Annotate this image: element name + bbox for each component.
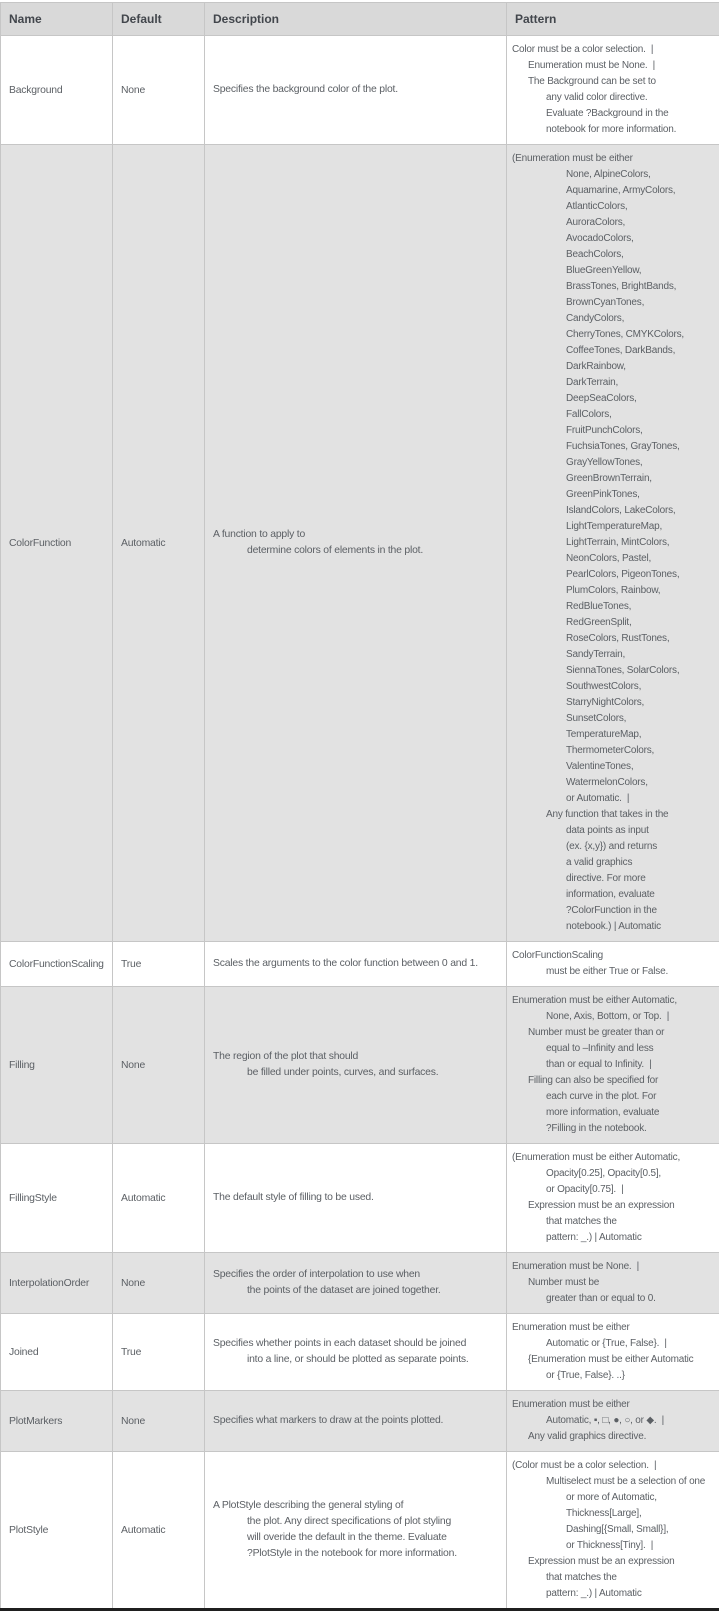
text-line: Enumeration must be either [512,1320,716,1336]
table-row [1,1391,719,1452]
text-line: or more of Automatic, [512,1490,716,1506]
text-line: SouthwestColors, [512,679,716,695]
cell-name: PlotMarkers [1,1391,113,1452]
text-line: ?PlotStyle in the notebook for more information. [213,1546,501,1562]
text-line: ?Filling in the notebook. [512,1121,716,1137]
text-line: Expression must be an expression [512,1554,716,1570]
text-line: RoseColors, RustTones, [512,631,716,647]
text-line: determine colors of elements in the plot. [213,543,501,559]
cell-default: Automatic [113,1452,205,1610]
text-line: the plot. Any direct specifications of plot styling [213,1514,501,1530]
text-line: BeachColors, [512,247,716,263]
text-line: Expression must be an expression [512,1198,716,1214]
table-row [1,942,719,987]
text-line: each curve in the plot. For [512,1089,716,1105]
text-line: DarkTerrain, [512,375,716,391]
text-line: Dashing[{Small, Small}], [512,1522,716,1538]
cell-name: Joined [1,1314,113,1391]
cell-default: Automatic [113,1144,205,1253]
text-line: that matches the [512,1214,716,1230]
text-line: ColorFunctionScaling [512,948,716,964]
text-line: IslandColors, LakeColors, [512,503,716,519]
text-line: NeonColors, Pastel, [512,551,716,567]
text-line: notebook.) | Automatic [512,919,716,935]
table-row [1,1314,719,1391]
text-line: Filling can also be specified for [512,1073,716,1089]
text-line: notebook for more information. [512,122,716,138]
cell-name: ColorFunctionScaling [1,942,113,987]
cell-pattern [507,942,719,987]
text-line: Color must be a color selection. | [512,42,716,58]
cell-description [205,1314,507,1391]
cell-description [205,1452,507,1610]
cell-description [205,1144,507,1253]
text-line: A PlotStyle describing the general styling of [213,1498,501,1514]
cell-default: None [113,987,205,1144]
text-line: DeepSeaColors, [512,391,716,407]
text-line: Enumeration must be either Automatic, [512,993,716,1009]
text-line: StarryNightColors, [512,695,716,711]
text-line: Thickness[Large], [512,1506,716,1522]
text-line: or {True, False}. ..} [512,1368,716,1384]
text-line: The region of the plot that should [213,1049,501,1065]
text-line: (Color must be a color selection. | [512,1458,716,1474]
text-line: or Opacity[0.75]. | [512,1182,716,1198]
text-line: ?ColorFunction in the [512,903,716,919]
text-line: SandyTerrain, [512,647,716,663]
text-line: any valid color directive. [512,90,716,106]
text-line: CandyColors, [512,311,716,327]
table-body [1,36,719,1610]
cell-name: Filling [1,987,113,1144]
text-line: LightTemperatureMap, [512,519,716,535]
cell-pattern [507,1452,719,1610]
cell-name: InterpolationOrder [1,1253,113,1314]
text-line: RedGreenSplit, [512,615,716,631]
column-header-name: Name [1,3,113,36]
text-line: (Enumeration must be either Automatic, [512,1150,716,1166]
text-line: Enumeration must be None. | [512,1259,716,1275]
text-line: greater than or equal to 0. [512,1291,716,1307]
cell-description [205,36,507,145]
text-line: Number must be greater than or [512,1025,716,1041]
cell-description [205,987,507,1144]
cell-pattern [507,1314,719,1391]
text-line: more information, evaluate [512,1105,716,1121]
text-line: pattern: _.) | Automatic [512,1586,716,1602]
cell-default: True [113,942,205,987]
cell-default: Automatic [113,145,205,942]
text-line: must be either True or False. [512,964,716,980]
table-row [1,1452,719,1610]
cell-default: True [113,1314,205,1391]
cell-pattern [507,1144,719,1253]
table-header [1,3,719,36]
text-line: CoffeeTones, DarkBands, [512,343,716,359]
options-table [0,2,719,1611]
text-line: Automatic or {True, False}. | [512,1336,716,1352]
text-line: SunsetColors, [512,711,716,727]
cell-pattern [507,36,719,145]
cell-description [205,145,507,942]
cell-pattern [507,145,719,942]
column-header-default: Default [113,3,205,36]
cell-pattern [507,1253,719,1314]
table-row [1,987,719,1144]
text-line: information, evaluate [512,887,716,903]
cell-name: FillingStyle [1,1144,113,1253]
text-line: or Automatic. | [512,791,716,807]
text-line: Scales the arguments to the color function between 0 and 1. [213,956,501,972]
text-line: Any valid graphics directive. [512,1429,716,1445]
text-line: Evaluate ?Background in the [512,106,716,122]
text-line: into a line, or should be plotted as separate points. [213,1352,501,1368]
text-line: CherryTones, CMYKColors, [512,327,716,343]
text-line: ValentineTones, [512,759,716,775]
table-row [1,1144,719,1253]
text-line: LightTerrain, MintColors, [512,535,716,551]
text-line: the points of the dataset are joined together. [213,1283,501,1299]
text-line: PearlColors, PigeonTones, [512,567,716,583]
text-line: FruitPunchColors, [512,423,716,439]
text-line: data points as input [512,823,716,839]
table-row [1,1253,719,1314]
text-line: will overide the default in the theme. Evaluate [213,1530,501,1546]
text-line: GreenBrownTerrain, [512,471,716,487]
text-line: FallColors, [512,407,716,423]
text-line: (ex. {x,y}) and returns [512,839,716,855]
text-line: BrassTones, BrightBands, [512,279,716,295]
text-line: Specifies what markers to draw at the points plotted. [213,1413,501,1429]
text-line: None, Axis, Bottom, or Top. | [512,1009,716,1025]
cell-pattern [507,1391,719,1452]
text-line: Enumeration must be None. | [512,58,716,74]
cell-default: None [113,1391,205,1452]
text-line: Automatic, ▪, □, ●, ○, or ◆. | [512,1413,716,1429]
text-line: pattern: _.) | Automatic [512,1230,716,1246]
cell-name: Background [1,36,113,145]
cell-description [205,942,507,987]
text-line: {Enumeration must be either Automatic [512,1352,716,1368]
text-line: ThermometerColors, [512,743,716,759]
text-line: None, AlpineColors, [512,167,716,183]
text-line: a valid graphics [512,855,716,871]
text-line: than or equal to Infinity. | [512,1057,716,1073]
text-line: RedBlueTones, [512,599,716,615]
text-line: be filled under points, curves, and surfaces. [213,1065,501,1081]
column-header-description: Description [205,3,507,36]
text-line: SiennaTones, SolarColors, [512,663,716,679]
text-line: Opacity[0.25], Opacity[0.5], [512,1166,716,1182]
text-line: Specifies whether points in each dataset should be joined [213,1336,501,1352]
text-line: or Thickness[Tiny]. | [512,1538,716,1554]
text-line: BrownCyanTones, [512,295,716,311]
text-line: AvocadoColors, [512,231,716,247]
text-line: BlueGreenYellow, [512,263,716,279]
text-line: FuchsiaTones, GrayTones, [512,439,716,455]
text-line: Any function that takes in the [512,807,716,823]
text-line: Specifies the order of interpolation to use when [213,1267,501,1283]
text-line: WatermelonColors, [512,775,716,791]
table-row [1,36,719,145]
text-line: AuroraColors, [512,215,716,231]
cell-name: ColorFunction [1,145,113,942]
text-line: Specifies the background color of the plot. [213,82,501,98]
table-row [1,145,719,942]
cell-default: None [113,36,205,145]
text-line: (Enumeration must be either [512,151,716,167]
text-line: The default style of filling to be used. [213,1190,501,1206]
cell-description [205,1391,507,1452]
text-line: DarkRainbow, [512,359,716,375]
text-line: Enumeration must be either [512,1397,716,1413]
cell-name: PlotStyle [1,1452,113,1610]
cell-default: None [113,1253,205,1314]
text-line: PlumColors, Rainbow, [512,583,716,599]
text-line: A function to apply to [213,527,501,543]
text-line: Aquamarine, ArmyColors, [512,183,716,199]
text-line: equal to –Infinity and less [512,1041,716,1057]
text-line: Multiselect must be a selection of one [512,1474,716,1490]
text-line: GreenPinkTones, [512,487,716,503]
header-row [1,3,719,36]
cell-pattern [507,987,719,1144]
column-header-pattern: Pattern [507,3,719,36]
text-line: GrayYellowTones, [512,455,716,471]
text-line: The Background can be set to [512,74,716,90]
text-line: AtlanticColors, [512,199,716,215]
text-line: TemperatureMap, [512,727,716,743]
text-line: Number must be [512,1275,716,1291]
cell-description [205,1253,507,1314]
text-line: directive. For more [512,871,716,887]
text-line: that matches the [512,1570,716,1586]
